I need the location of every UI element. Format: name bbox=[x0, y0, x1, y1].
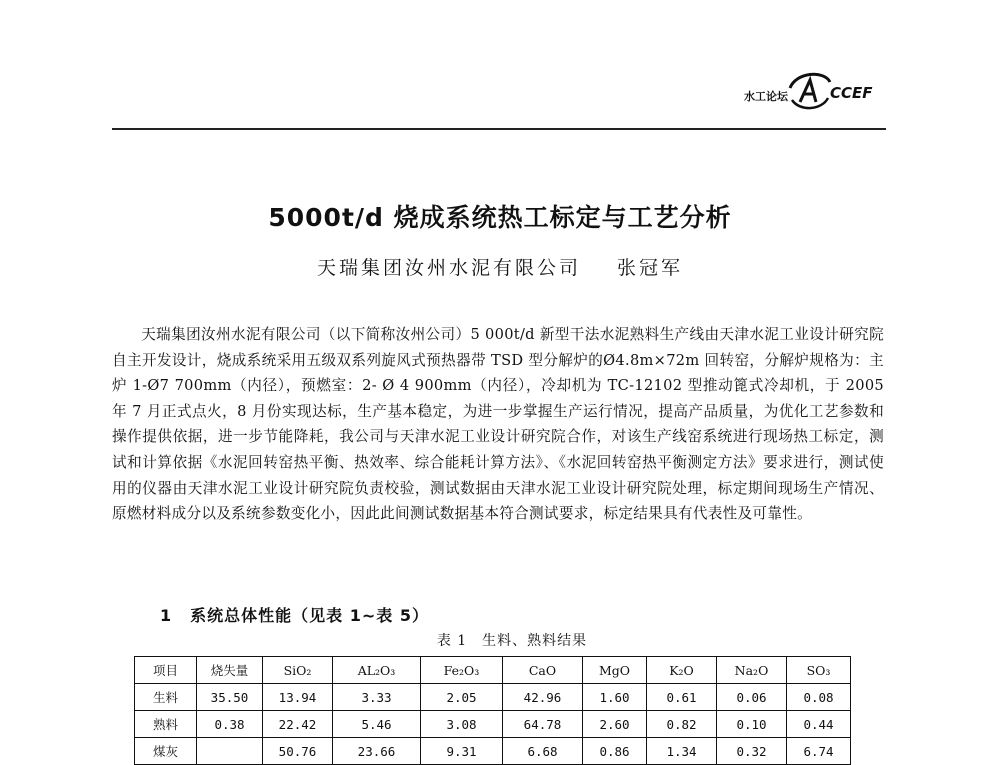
header-divider bbox=[112, 128, 886, 130]
header-cell: SiO₂ bbox=[263, 657, 333, 684]
header-cell: 项目 bbox=[135, 657, 197, 684]
header-cell: MgO bbox=[583, 657, 647, 684]
table-cell: 1.60 bbox=[583, 684, 647, 711]
table-cell: 0.82 bbox=[647, 711, 717, 738]
paper-title: 5000t/d 烧成系统热工标定与工艺分析 bbox=[268, 203, 732, 232]
table-cell: 35.50 bbox=[197, 684, 263, 711]
table-cell: 2.05 bbox=[421, 684, 503, 711]
table-cell: 0.06 bbox=[717, 684, 787, 711]
header-cell: AL₂O₃ bbox=[333, 657, 421, 684]
table-cell: 0.61 bbox=[647, 684, 717, 711]
forum-name: 水工论坛 bbox=[744, 90, 788, 103]
header-cell: SO₃ bbox=[787, 657, 851, 684]
header-cell: CaO bbox=[503, 657, 583, 684]
table-row bbox=[135, 711, 851, 738]
author: 张冠军 bbox=[617, 257, 684, 279]
byline bbox=[0, 253, 1000, 280]
table-cell: 0.32 bbox=[717, 738, 787, 765]
table-cell: 42.96 bbox=[503, 684, 583, 711]
forum-logo bbox=[738, 68, 898, 114]
table-cell: 3.33 bbox=[333, 684, 421, 711]
table-header-row bbox=[135, 657, 851, 684]
row-label: 煤灰 bbox=[135, 738, 197, 765]
table-cell: 1.34 bbox=[647, 738, 717, 765]
row-label: 熟料 bbox=[135, 711, 197, 738]
table-cell: 0.86 bbox=[583, 738, 647, 765]
header-cell: Fe₂O₃ bbox=[421, 657, 503, 684]
ccef-logo-text: CCEF bbox=[830, 84, 873, 102]
table-cell: 6.68 bbox=[503, 738, 583, 765]
table-cell: 2.60 bbox=[583, 711, 647, 738]
table-cell: 23.66 bbox=[333, 738, 421, 765]
table-cell: 5.46 bbox=[333, 711, 421, 738]
header-cell: Na₂O bbox=[717, 657, 787, 684]
table-caption: 表 1 生料、熟料结果 bbox=[436, 633, 588, 649]
table-cell: 3.08 bbox=[421, 711, 503, 738]
header-cell: 烧失量 bbox=[197, 657, 263, 684]
table-cell: 50.76 bbox=[263, 738, 333, 765]
table-cell: 13.94 bbox=[263, 684, 333, 711]
ccef-emblem-icon bbox=[786, 68, 832, 114]
section-number: 1 bbox=[160, 606, 173, 625]
row-label: 生料 bbox=[135, 684, 197, 711]
header-cell: K₂O bbox=[647, 657, 717, 684]
table-cell: 22.42 bbox=[263, 711, 333, 738]
table-cell bbox=[197, 738, 263, 765]
section-title: 系统总体性能（见表 1~表 5） bbox=[190, 606, 429, 625]
table-cell: 64.78 bbox=[503, 711, 583, 738]
table-row bbox=[135, 684, 851, 711]
intro-paragraph: 天瑞集团汝州水泥有限公司（以下简称汝州公司）5 000t/d 新型干法水泥熟料生产线由天津水泥工业设计研究院自主开发设计，烧成系统采用五级双系列旋风式预热器带 TSD 型分解炉的Ø4.8m×72m 回转窑，分解炉规格为：主炉 1-Ø7 700mm（内径），预燃室：2- Ø 4 900mm（内径），冷却机为 TC-12102 型推动篦式冷却机，于 2005 年 7 月正式点火，8 月份实现达标，生产基本稳定，为进一步掌握生产运行情况，提高产品质量，为优化工艺参数和操作提供依据，进一步节能降耗，我公司与天津水泥工业设计研究院合作，对该生产线窑系统进行现场热工标定，测试和计算依据《水泥回转窑热平衡、热效率、综合能耗计算方法》、《水泥回转窑热平衡测定方法》要求进行，测试使用的仪器由天津水泥工业设计研究院负责校验，测试数据由天津水泥工业设计研究院处理，标定期间现场生产情况、原燃材料成分以及系统参数变化小，因此此间测试数据基本符合测试要求，标定结果具有代表性及可靠性。 bbox=[112, 326, 884, 523]
table-cell: 0.08 bbox=[787, 684, 851, 711]
table-cell: 0.44 bbox=[787, 711, 851, 738]
table-cell: 6.74 bbox=[787, 738, 851, 765]
results-table bbox=[134, 656, 851, 765]
table-row bbox=[135, 738, 851, 765]
section-heading bbox=[160, 603, 429, 626]
affiliation: 天瑞集团汝州水泥有限公司 bbox=[316, 257, 581, 279]
table-cell: 0.38 bbox=[197, 711, 263, 738]
table-cell: 0.10 bbox=[717, 711, 787, 738]
table-cell: 9.31 bbox=[421, 738, 503, 765]
